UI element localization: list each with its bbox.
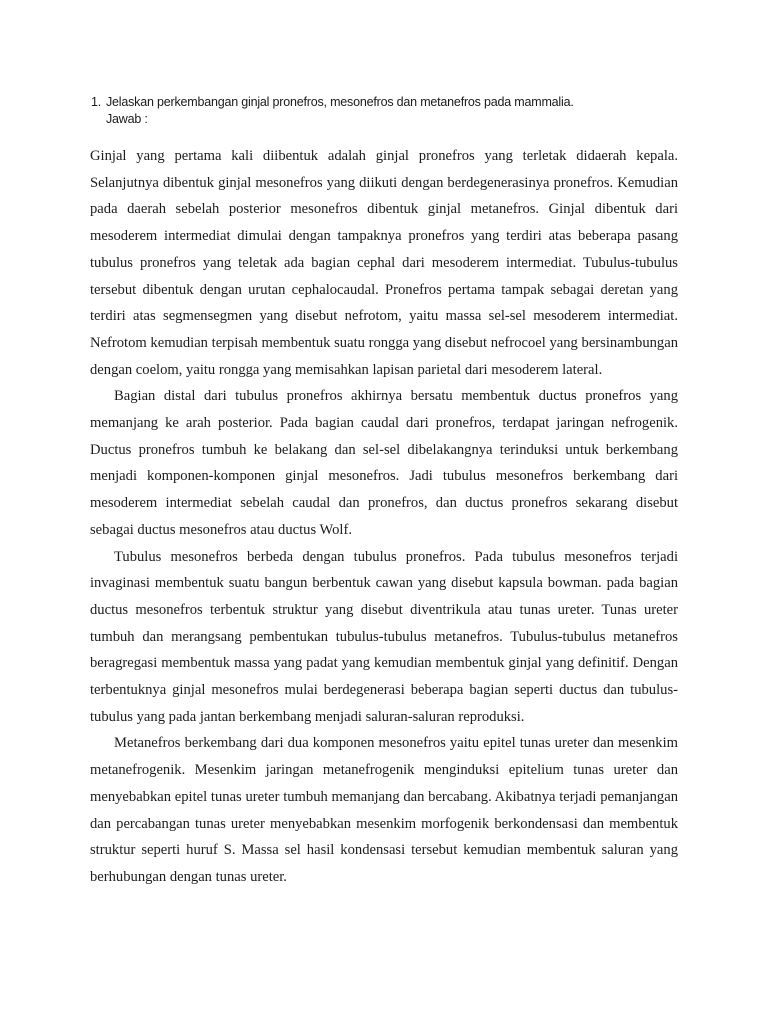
question-block — [91, 94, 711, 128]
paragraph-3: Tubulus mesonefros berbeda dengan tubulus pronefros. Pada tubulus mesonefros terjadi invaginasi membentuk suatu bangun berbentuk cawan yang disebut kapsula bowman. pada bagian ductus mesonefros terbentuk struktur yang disebut diventrikula atau tunas ureter. Tunas ureter tumbuh dan merangsang pembentukan tubulus-tubulus metanefros. Tubulus-tubulus metanefros beragregasi membentuk massa yang padat yang kemudian membentuk ginjal yang definitif. Dengan terbentuknya ginjal mesonefros mulai berdegenerasi beberapa bagian seperti ductus dan tubulus-tubulus yang pada jantan berkembang menjadi saluran-saluran reproduksi. — [90, 548, 678, 725]
answer-body — [90, 143, 678, 891]
paragraph-1: Ginjal yang pertama kali diibentuk adalah ginjal pronefros yang terletak didaerah kepala. Selanjutnya dibentuk ginjal mesonefros yang diikuti dengan berdegenerasinya pronefros. Kemudian pada daerah sebelah posterior mesonefros dibentuk ginjal metanefros. Ginjal dibentuk dari mesoderem intermediat dimulai dengan tampaknya pronefros yang terdiri atas beberapa pasang tubulus pronefros yang teletak ada bagian cephal dari mesoderem intermediat. Tubulus-tubulus tersebut dibentuk dengan urutan cephalocaudal. Pronefros pertama tampak sebagai deretan yang terdiri atas segmensegmen yang disebut nefrotom, yaitu massa sel-sel mesoderem intermediat. Nefrotom kemudian terpisah membentuk suatu rongga yang disebut nefrocoel yang bersinambungan dengan coelom, yaitu rongga yang memisahkan lapisan parietal dari mesoderem lateral. — [90, 148, 678, 378]
paragraph-2: Bagian distal dari tubulus pronefros akhirnya bersatu membentuk ductus pronefros yang memanjang ke arah posterior. Pada bagian caudal dari pronefros, terdapat jaringan nefrogenik. Ductus pronefros tumbuh ke belakang dan sel-sel dibelakangnya terinduksi untuk berkembang menjadi komponen-komponen ginjal mesonefros. Jadi tubulus mesonefros berkembang dari mesoderem intermediat sebelah caudal dan pronefros, dan ductus pronefros sekarang disebut sebagai ductus mesonefros atau ductus Wolf. — [90, 388, 678, 538]
question-line — [91, 94, 711, 111]
question-text: Jelaskan perkembangan ginjal pronefros, mesonefros dan metanefros pada mammalia. — [106, 95, 574, 109]
answer-label: Jawab : — [106, 112, 148, 126]
question-number: 1. — [91, 95, 102, 109]
paragraph-4: Metanefros berkembang dari dua komponen mesonefros yaitu epitel tunas ureter dan mesenkim metanefrogenik. Mesenkim jaringan metanefrogenik menginduksi epitelium tunas ureter dan menyebabkan epitel tunas ureter tumbuh memanjang dan bercabang. Akibatnya terjadi pemanjangan dan percabangan tunas ureter menyebabkan mesenkim morfogenik berkondensasi dan membentuk struktur seperti huruf S. Massa sel hasil kondensasi tersebut kemudian membentuk saluran yang berhubungan dengan tunas ureter. — [90, 735, 678, 885]
